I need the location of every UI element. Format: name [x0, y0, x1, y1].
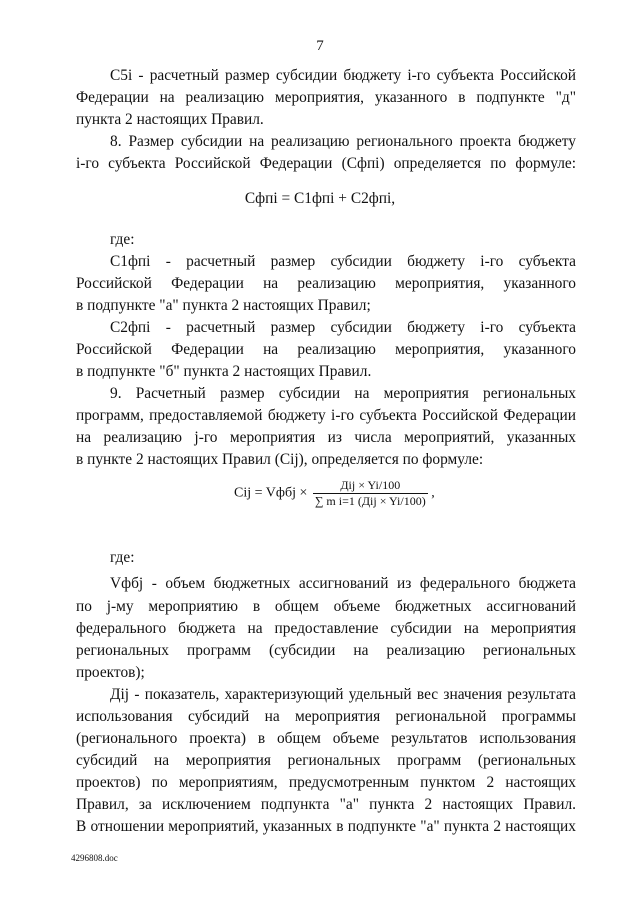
document-filename: 4296808.doc: [71, 853, 118, 863]
definition-line: федерального бюджета на предоставление субсидии на мероприятия: [76, 620, 576, 637]
definition-line: проектов) по мероприятиям, предусмотренным пунктом 2 настоящих: [76, 774, 576, 791]
definition-line: использования субсидий на мероприятия региональной программы: [76, 708, 576, 725]
paragraph-9-line: 9. Расчетный размер субсидии на мероприятия региональных: [110, 385, 576, 402]
text-line: i-го субъекта Российской Федерации (Сфпi) определяется по формуле:: [76, 155, 576, 172]
definition-line: в подпункте "б" пункта 2 настоящих Правил.: [76, 363, 372, 380]
definition-line: по j-му мероприятию в общем объеме бюджетных ассигнований: [76, 598, 576, 615]
formula-subsidy-per-measure: [0, 460, 640, 540]
paragraph-9-line: на реализацию j-го мероприятия из числа мероприятий, указанных: [76, 429, 576, 446]
page-number: 7: [316, 38, 324, 54]
definition-line: в подпункте "а" пункта 2 настоящих Правил;: [76, 297, 371, 314]
definition-line: Российской Федерации на реализацию мероприятия, указанного: [76, 341, 576, 358]
text-line: С5i - расчетный размер субсидии бюджету i-го субъекта Российской: [110, 67, 576, 84]
definition-line: (регионального проекта) в общем объеме результатов использования: [76, 730, 576, 747]
definition-line: Vфбj - объем бюджетных ассигнований из федерального бюджета: [110, 575, 576, 592]
paragraph-9-line: в пункте 2 настоящих Правил (Сij), определяется по формуле:: [76, 451, 484, 468]
formula-fraction: [313, 478, 428, 509]
definition-line: С2фпi - расчетный размер субсидии бюджету i-го субъекта: [110, 319, 576, 336]
text-line: 8. Размер субсидии на реализацию регионального проекта бюджету: [110, 133, 576, 150]
formula-subsidy-total: Сфпi = С1фпi + С2фпi,: [244, 190, 396, 207]
definition-line: субсидий на мероприятия региональных программ (региональных: [76, 752, 576, 769]
text-line: Федерации на реализацию мероприятия, указанного в подпункте "д": [76, 89, 576, 106]
where-label: где:: [110, 231, 135, 248]
definition-line: В отношении мероприятий, указанных в подпункте "а" пункта 2 настоящих: [76, 818, 576, 835]
definition-line: Дij - показатель, характеризующий удельный вес значения результата: [110, 686, 576, 703]
formula-tail: ,: [431, 485, 435, 501]
formula-numerator: Дij × Yi/100: [313, 478, 428, 494]
formula-denominator: ∑ m i=1 (Дij × Yi/100): [314, 494, 426, 508]
formula-lhs: Сij = Vфбj ×: [234, 485, 308, 501]
where-label: где:: [110, 549, 135, 566]
text-line: пункта 2 настоящих Правил.: [76, 111, 264, 128]
definition-line: С1фпi - расчетный размер субсидии бюджету i-го субъекта: [110, 253, 576, 270]
paragraph-9-line: программ, предоставляемой бюджету i-го субъекта Российской Федерации: [76, 407, 576, 424]
definition-line: Российской Федерации на реализацию мероприятия, указанного: [76, 275, 576, 292]
definition-line: проектов);: [76, 664, 145, 681]
definition-line: региональных программ (субсидии на реализацию региональных: [76, 642, 576, 659]
definition-line: Правил, за исключением подпункта "а" пункта 2 настоящих Правил.: [76, 796, 576, 813]
